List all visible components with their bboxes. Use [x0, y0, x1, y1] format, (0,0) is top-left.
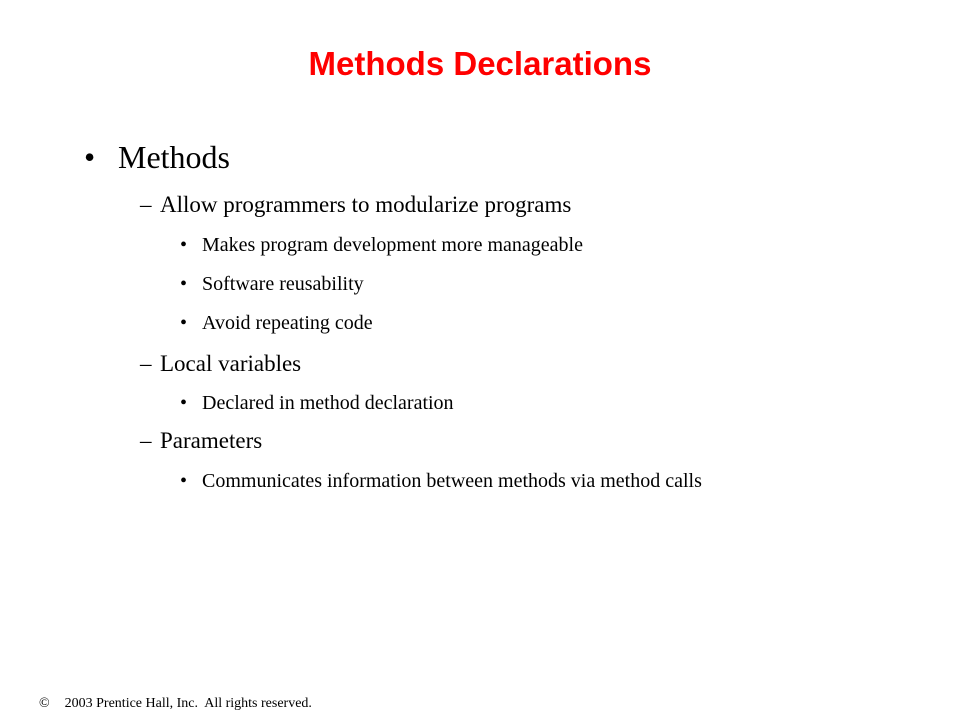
subbullet-local-variables: Local variables: [160, 351, 302, 376]
bullet-marker: •: [180, 234, 188, 256]
slide-title: Methods Declarations: [308, 45, 652, 82]
bullet-marker: •: [180, 312, 188, 334]
subbullet-parameters: Parameters: [160, 428, 263, 453]
bullet-marker: •: [84, 139, 96, 175]
subbullet-modularize: Allow programmers to modularize programs: [160, 192, 572, 217]
item-declared-in: Declared in method declaration: [202, 392, 454, 414]
dash-marker: –: [140, 428, 152, 453]
dash-marker: –: [140, 351, 152, 376]
item-reusability: Software reusability: [202, 273, 364, 295]
item-communicates: Communicates information between methods via method calls: [202, 470, 702, 492]
copyright-footer: [39, 694, 312, 714]
item-manageable: Makes program development more manageable: [202, 234, 583, 256]
item-avoid-repeating: Avoid repeating code: [202, 312, 373, 334]
copyright-text: 2003 Prentice Hall, Inc. All rights reserved.: [64, 696, 312, 711]
copyright-symbol: ©: [39, 696, 50, 711]
dash-marker: –: [140, 192, 152, 217]
bullet-marker: •: [180, 273, 188, 295]
bullet-marker: •: [180, 470, 188, 492]
bullet-marker: •: [180, 392, 188, 414]
bullet-methods: Methods: [118, 139, 230, 175]
